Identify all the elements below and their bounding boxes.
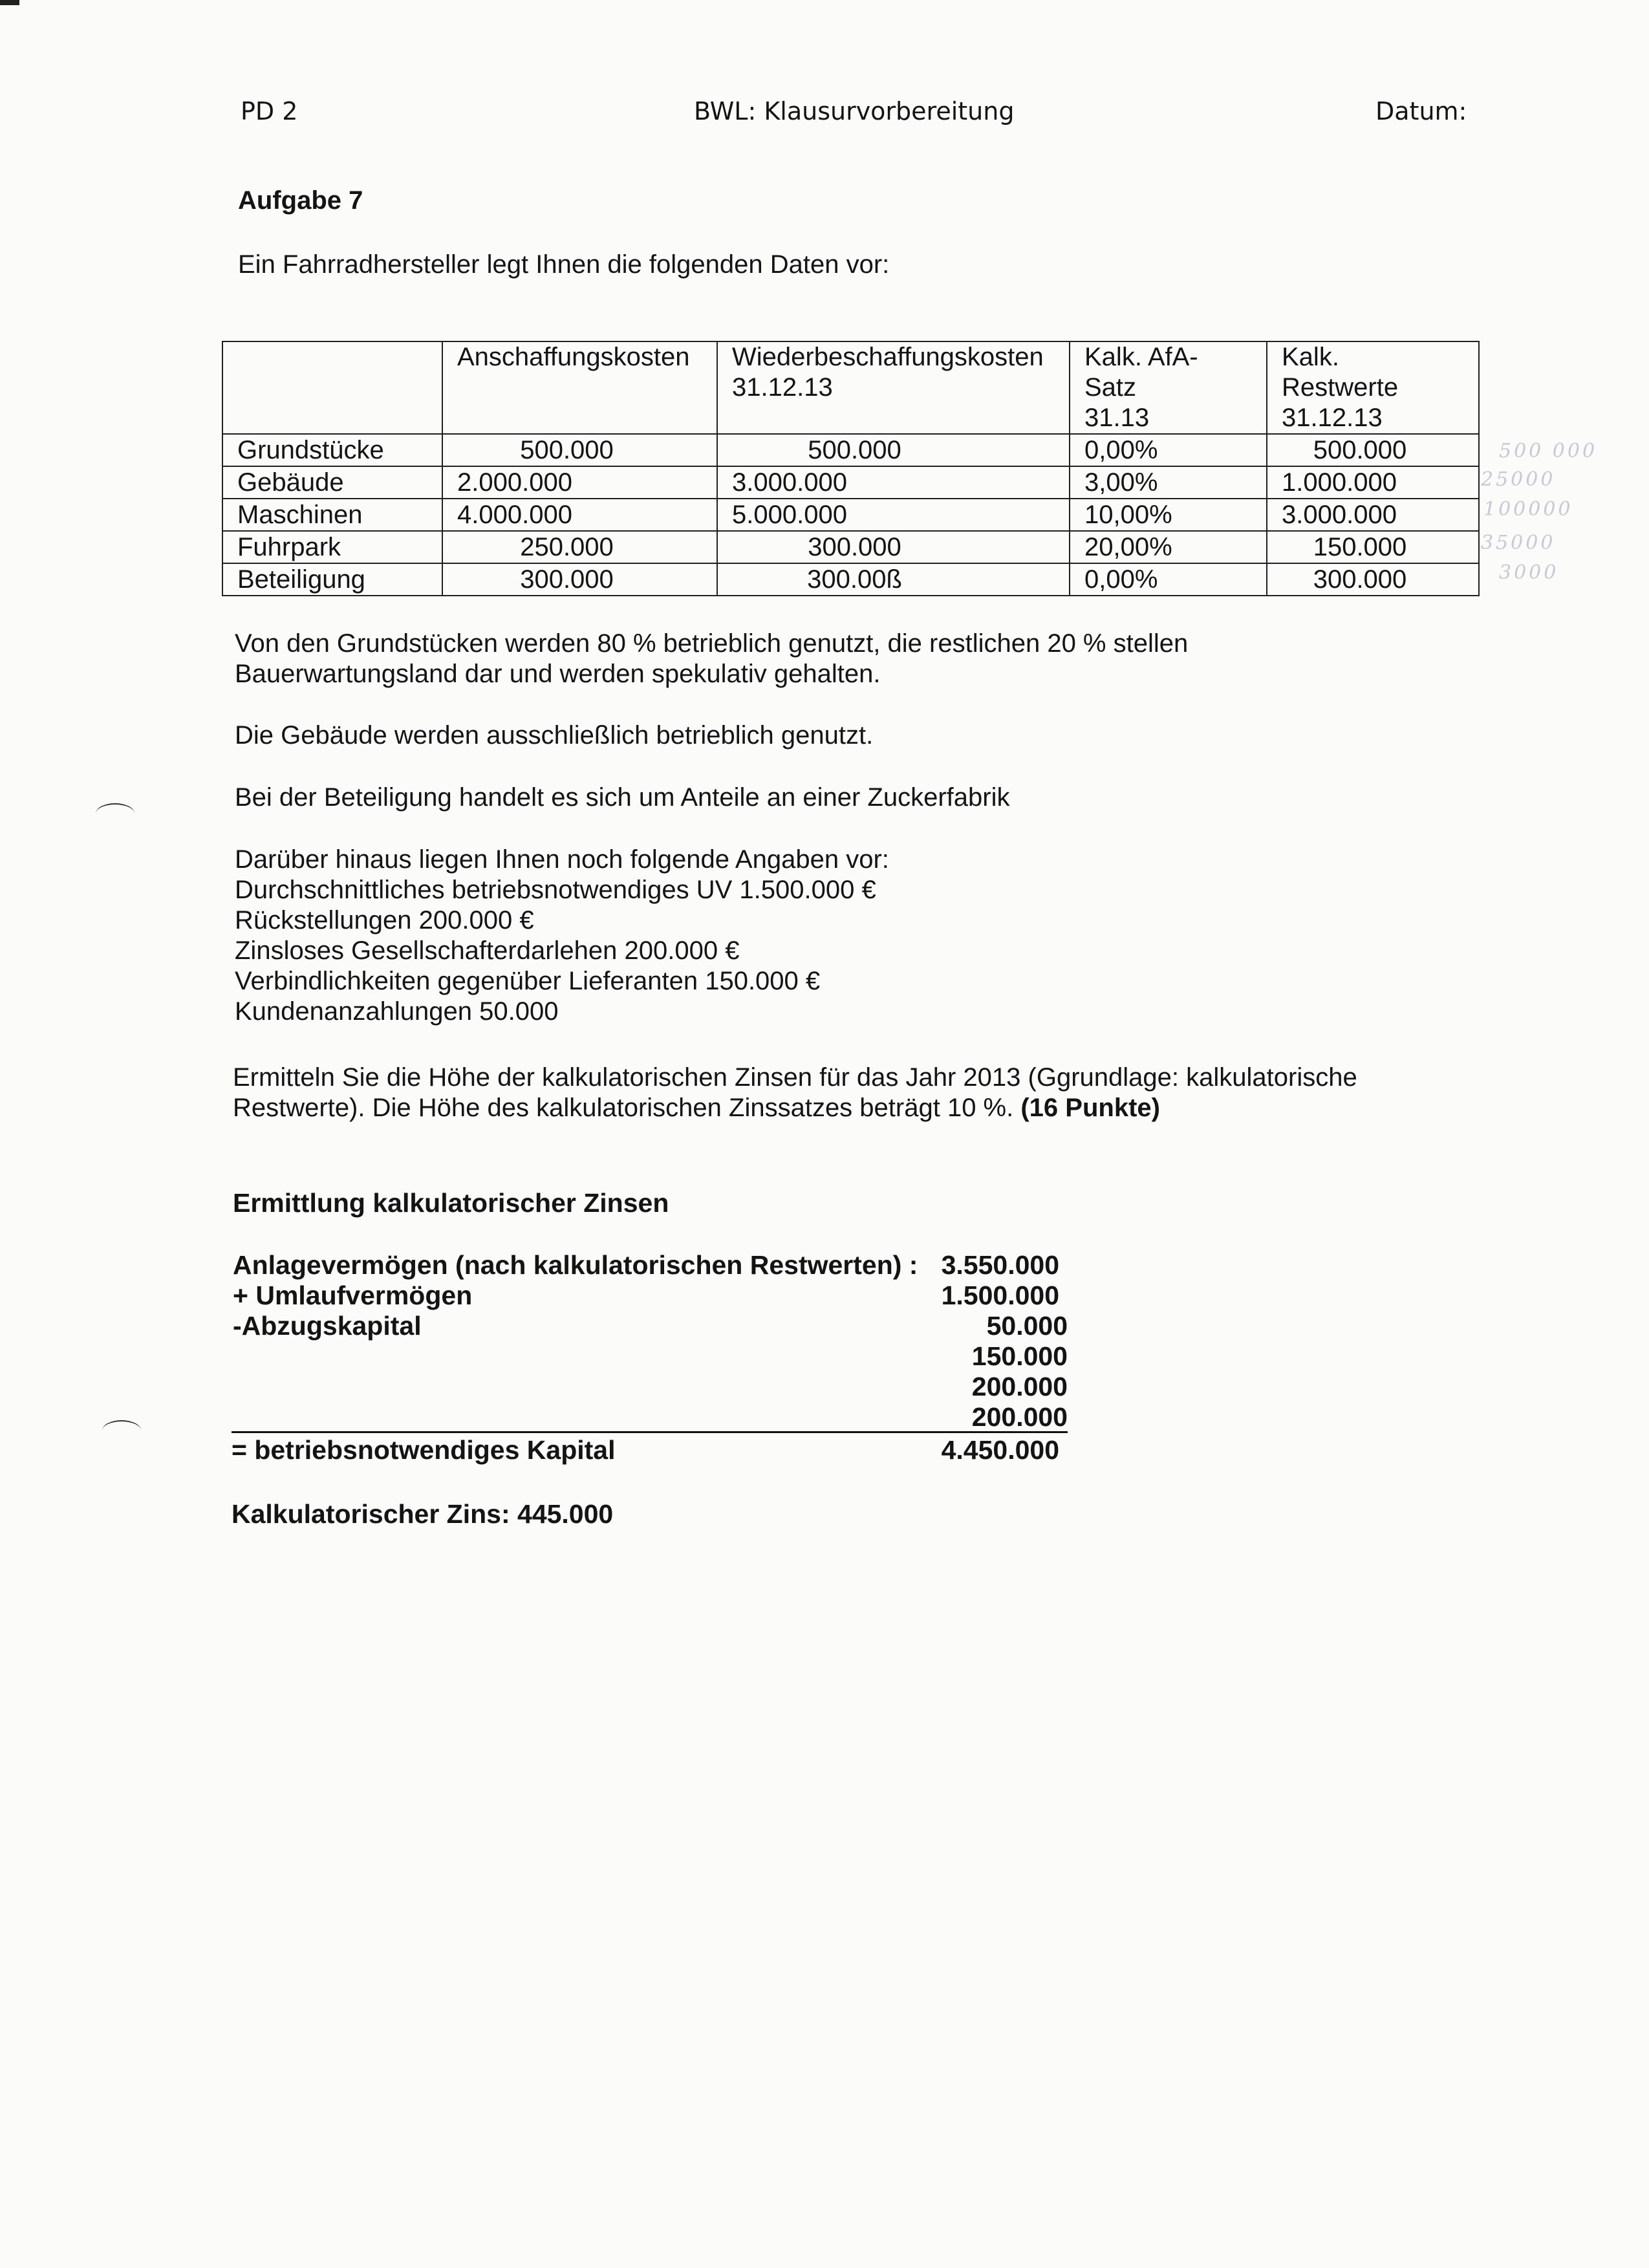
header-afa-2: Satz xyxy=(1084,373,1137,402)
umlauf-value: 1.500.000 xyxy=(941,1280,1059,1310)
margin-note: 500 000 xyxy=(1499,440,1598,462)
task-intro: Ein Fahrradhersteller legt Ihnen die folgenden Daten vor: xyxy=(238,250,890,279)
paragraph-line: Ermitteln Sie die Höhe der kalkulatorischen Zinsen für das Jahr 2013 (Ggrundlage: kalkulatorische xyxy=(233,1063,1357,1092)
cell-restwert: 300.000 xyxy=(1267,563,1479,596)
paragraph-line: Zinsloses Gesellschafterdarlehen 200.000 € xyxy=(235,936,740,965)
result-value: 4.450.000 xyxy=(941,1435,1059,1465)
abzug-value: 200.000 xyxy=(971,1372,1068,1401)
paragraph-line: Von den Grundstücken werden 80 % betrieblich genutzt, die restlichen 20 % stellen xyxy=(235,629,1189,658)
cell-afa: 0,00% xyxy=(1070,434,1267,466)
margin-note: 35000 xyxy=(1481,532,1556,554)
row-label: Grundstücke xyxy=(222,434,442,466)
anlage-value: 3.550.000 xyxy=(941,1250,1059,1280)
header-anschaffung: Anschaffungskosten xyxy=(457,343,690,371)
cell-anschaffung: 4.000.000 xyxy=(442,499,717,531)
header-restwerte-1: Kalk. xyxy=(1282,343,1339,371)
abzug-value: 200.000 xyxy=(971,1402,1068,1432)
cell-anschaffung: 500.000 xyxy=(442,434,717,466)
table-header-row xyxy=(222,341,1479,434)
cell-afa: 10,00% xyxy=(1070,499,1267,531)
cell-wiederbeschaffung: 5.000.000 xyxy=(717,499,1070,531)
cell-restwert: 1.000.000 xyxy=(1267,466,1479,499)
cell-restwert: 150.000 xyxy=(1267,531,1479,563)
paragraph-grundstuecke xyxy=(235,629,1188,689)
paragraph-line: Kundenanzahlungen 50.000 xyxy=(235,997,559,1026)
cell-wiederbeschaffung: 300.00ß xyxy=(717,563,1070,596)
abzug-label: -Abzugskapital xyxy=(233,1311,422,1341)
punch-hole-mark xyxy=(96,803,135,824)
paragraph-line xyxy=(233,1093,1357,1123)
paragraph-beteiligung: Bei der Beteiligung handelt es sich um Anteile an einer Zuckerfabrik xyxy=(235,783,1010,812)
cell-restwert: 500.000 xyxy=(1267,434,1479,466)
table-header-cell xyxy=(222,341,442,434)
header-restwerte-3: 31.12.13 xyxy=(1282,404,1383,432)
cell-wiederbeschaffung: 3.000.000 xyxy=(717,466,1070,499)
abzug-value: 150.000 xyxy=(971,1341,1068,1371)
table-row xyxy=(222,466,1479,499)
zins-result: Kalkulatorischer Zins: 445.000 xyxy=(232,1499,614,1529)
row-label: Fuhrpark xyxy=(222,531,442,563)
header-afa-1: Kalk. AfA- xyxy=(1084,343,1198,371)
cell-afa: 3,00% xyxy=(1070,466,1267,499)
cell-afa: 0,00% xyxy=(1070,563,1267,596)
paragraph-gebaeude: Die Gebäude werden ausschließlich betrieblich genutzt. xyxy=(235,721,874,750)
umlauf-label: + Umlaufvermögen xyxy=(233,1280,473,1310)
table-header-cell xyxy=(1070,341,1267,434)
cell-wiederbeschaffung: 500.000 xyxy=(717,434,1070,466)
cell-anschaffung: 2.000.000 xyxy=(442,466,717,499)
paragraph-line: Verbindlichkeiten gegenüber Lieferanten 150.000 € xyxy=(235,967,821,995)
sum-rule xyxy=(232,1431,1068,1433)
paragraph-line: Bauerwartungsland dar und werden spekulativ gehalten. xyxy=(235,660,881,688)
header-right: Datum: xyxy=(1375,97,1467,125)
table-header-cell xyxy=(1267,341,1479,434)
margin-note: 25000 xyxy=(1481,468,1556,491)
header-wiederbeschaffung: Wiederbeschaffungskosten xyxy=(732,343,1044,371)
cell-anschaffung: 250.000 xyxy=(442,531,717,563)
paragraph-line: Rückstellungen 200.000 € xyxy=(235,906,534,934)
header-afa-3: 31.13 xyxy=(1084,404,1150,432)
table-row xyxy=(222,531,1479,563)
punch-hole-mark xyxy=(102,1420,141,1441)
cell-afa: 20,00% xyxy=(1070,531,1267,563)
points-label: (16 Punkte) xyxy=(1020,1094,1160,1122)
scan-edge-mark xyxy=(0,0,19,5)
anlage-label: Anlagevermögen (nach kalkulatorischen Restwerten) : xyxy=(233,1250,918,1280)
margin-note: 100000 xyxy=(1483,498,1573,521)
paragraph-line: Durchschnittliches betriebsnotwendiges UV 1.500.000 € xyxy=(235,876,876,904)
result-label: = betriebsnotwendiges Kapital xyxy=(232,1435,616,1465)
abzug-value: 50.000 xyxy=(986,1311,1068,1341)
table-header-cell xyxy=(442,341,717,434)
header-left: PD 2 xyxy=(241,97,298,125)
paragraph-aufgabenstellung xyxy=(233,1063,1357,1123)
row-label: Maschinen xyxy=(222,499,442,531)
data-table xyxy=(222,341,1480,596)
cell-restwert: 3.000.000 xyxy=(1267,499,1479,531)
table-header-cell xyxy=(717,341,1070,434)
margin-note: 3000 xyxy=(1499,561,1559,584)
table-row xyxy=(222,563,1479,596)
paragraph-text: Restwerte). Die Höhe des kalkulatorischen Zinssatzes beträgt 10 %. xyxy=(233,1094,1014,1122)
table-row xyxy=(222,499,1479,531)
cell-wiederbeschaffung: 300.000 xyxy=(717,531,1070,563)
header-center: BWL: Klausurvorbereitung xyxy=(694,97,1015,125)
task-title: Aufgabe 7 xyxy=(238,186,363,215)
paragraph-angaben xyxy=(235,845,889,1027)
solution-title: Ermittlung kalkulatorischer Zinsen xyxy=(233,1188,669,1218)
row-label: Gebäude xyxy=(222,466,442,499)
cell-anschaffung: 300.000 xyxy=(442,563,717,596)
paragraph-line: Darüber hinaus liegen Ihnen noch folgende Angaben vor: xyxy=(235,845,889,874)
table-row xyxy=(222,434,1479,466)
header-restwerte-2: Restwerte xyxy=(1282,373,1399,402)
header-wiederbeschaffung-date: 31.12.13 xyxy=(732,373,833,402)
row-label: Beteiligung xyxy=(222,563,442,596)
